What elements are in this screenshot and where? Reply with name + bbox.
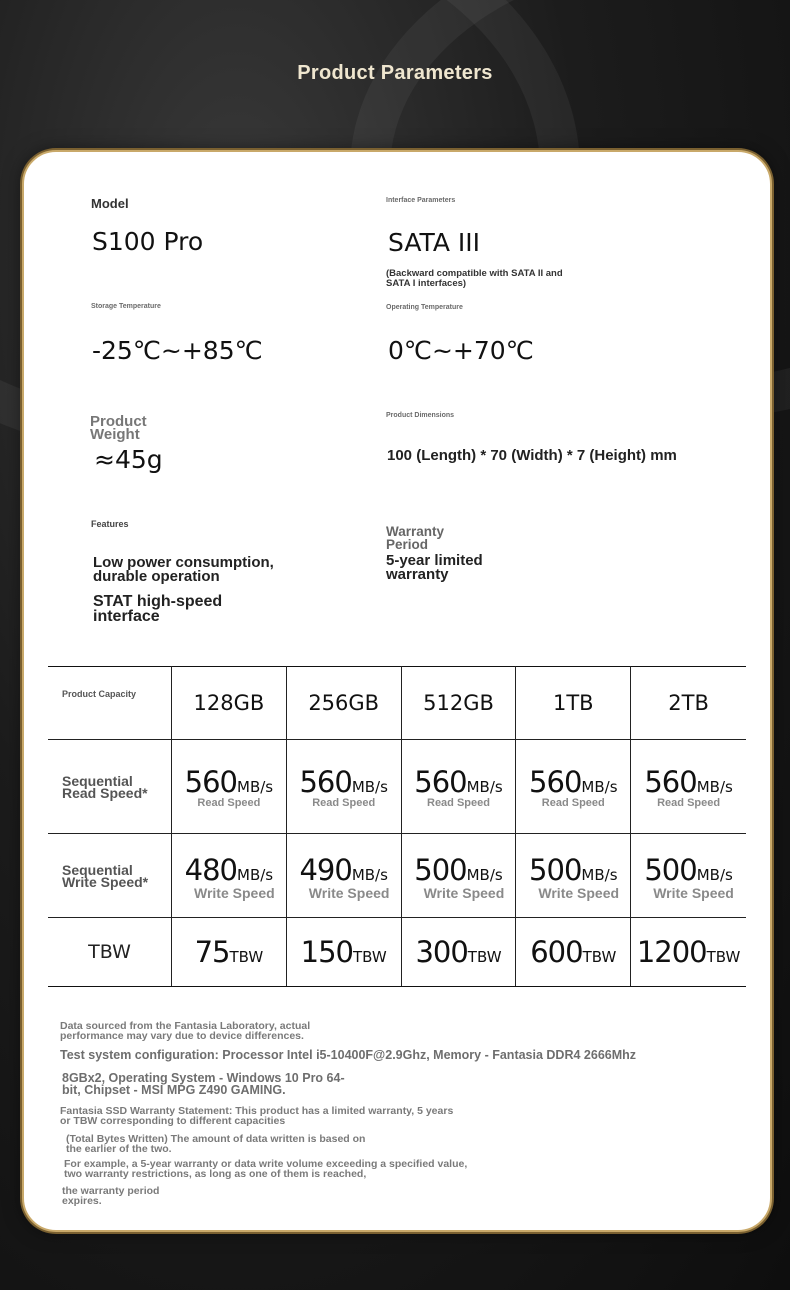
read-sub: Read Speed (657, 796, 721, 809)
dimensions-label: Product Dimensions (386, 412, 455, 419)
read-cell (631, 740, 746, 834)
interface-note: (Backward compatible with SATA II and SATA I interfaces) (386, 268, 563, 289)
capacity-cell (172, 667, 287, 740)
storage-temp-value: -25℃~+85℃ (92, 336, 263, 365)
read-label: Sequential Read Speed* (62, 772, 148, 801)
features-label: Features (91, 519, 129, 529)
capacity-cell (516, 667, 631, 740)
write-unit: MB/s (237, 865, 274, 884)
read-sub: Read Speed (541, 796, 605, 809)
write-sub: Write Speed (423, 884, 505, 901)
capacity-value: 1TB (552, 691, 594, 715)
read-value: 560 (529, 764, 582, 799)
operating-temp-label: Operating Temperature (386, 304, 463, 311)
capacity-value: 128GB (193, 691, 265, 715)
tbw-cell (631, 918, 746, 987)
table-row-read (48, 740, 746, 834)
read-sub: Read Speed (197, 796, 261, 809)
read-cell (172, 740, 287, 834)
read-value: 560 (184, 764, 238, 799)
tbw-value: 150 (300, 935, 353, 969)
read-header-cell (48, 740, 172, 834)
table-row-write (48, 834, 746, 918)
write-unit: MB/s (581, 865, 618, 884)
tbw-value: 300 (415, 935, 468, 969)
tbw-unit: TBW (229, 948, 264, 966)
capacity-label: Product Capacity (62, 689, 137, 699)
write-cell (401, 834, 516, 918)
write-sub: Write Speed (538, 884, 620, 901)
warranty-value: 5-year limited warranty (386, 552, 483, 583)
table-row-tbw (48, 918, 746, 987)
read-unit: MB/s (466, 777, 503, 796)
tbw-unit: TBW (706, 948, 741, 966)
interface-label: Interface Parameters (386, 197, 456, 204)
note-data-source: Data sourced from the Fantasia Laboratory, actual performance may vary due to device differences. (60, 1020, 311, 1042)
tbw-unit: TBW (353, 948, 387, 966)
capacity-cell (631, 667, 746, 740)
note-warranty-statement: Fantasia SSD Warranty Statement: This product has a limited warranty, 5 years or TBW corresponding to different capacities (60, 1105, 454, 1127)
table-row-capacity (48, 667, 746, 740)
write-value: 500 (414, 852, 467, 887)
write-unit: MB/s (466, 865, 503, 884)
tbw-unit: TBW (582, 948, 617, 966)
note-example: For example, a 5-year warranty or data write volume exceeding a specified value, two warranty restrictions, as long as one of them is reached, (64, 1158, 468, 1180)
read-cell (286, 740, 401, 834)
storage-temp-label: Storage Temperature (91, 303, 161, 310)
warranty-label: Warranty Period (386, 524, 445, 552)
write-unit: MB/s (696, 865, 733, 884)
tbw-value: 75 (194, 935, 230, 969)
capacity-cell (401, 667, 516, 740)
write-label: Sequential Write Speed* (62, 861, 149, 890)
read-value: 560 (299, 764, 352, 799)
read-cell (516, 740, 631, 834)
write-sub: Write Speed (194, 884, 275, 901)
write-value: 490 (299, 852, 352, 887)
write-value: 500 (529, 852, 582, 887)
write-value: 500 (644, 852, 697, 887)
capacity-value: 512GB (423, 691, 494, 715)
capacity-cell (286, 667, 401, 740)
write-cell (172, 834, 287, 918)
write-header-cell (48, 834, 172, 918)
parameters-card (22, 150, 772, 1232)
read-cell (401, 740, 516, 834)
read-unit: MB/s (351, 777, 388, 796)
write-unit: MB/s (351, 865, 388, 884)
read-unit: MB/s (696, 777, 733, 796)
tbw-unit: TBW (467, 948, 502, 966)
capacity-value: 256GB (308, 691, 380, 715)
write-value: 480 (184, 852, 238, 887)
tbw-label: TBW (88, 941, 131, 963)
read-unit: MB/s (237, 777, 274, 796)
note-tbw-definition: (Total Bytes Written) The amount of data written is based on the earlier of the two. (66, 1133, 366, 1155)
weight-label: Product Weight (90, 413, 147, 443)
spec-table (48, 666, 746, 987)
write-sub: Write Speed (653, 884, 734, 901)
capacity-value: 2TB (668, 691, 709, 715)
note-test-config: Test system configuration: Processor Intel i5-10400F@2.9Ghz, Memory - Fantasia DDR4 2666Mhz (60, 1048, 637, 1062)
read-value: 560 (644, 764, 697, 799)
operating-temp-value: 0℃~+70℃ (388, 336, 534, 365)
tbw-value: 600 (530, 935, 583, 969)
feature-item-2: STAT high-speed interface (93, 593, 223, 625)
tbw-cell (172, 918, 287, 987)
interface-value: SATA III (388, 228, 480, 257)
write-cell (516, 834, 631, 918)
read-unit: MB/s (581, 777, 618, 796)
tbw-header-cell (48, 918, 172, 987)
write-cell (286, 834, 401, 918)
tbw-cell (401, 918, 516, 987)
tbw-cell (516, 918, 631, 987)
page-title: Product Parameters (297, 62, 493, 84)
capacity-header-cell (48, 667, 172, 740)
model-label: Model (91, 196, 129, 211)
tbw-value: 1200 (636, 935, 707, 969)
read-sub: Read Speed (312, 796, 376, 809)
note-test-os: 8GBx2, Operating System - Windows 10 Pro 64-bit, Chipset - MSI MPG Z490 GAMING. (62, 1071, 345, 1097)
tbw-cell (286, 918, 401, 987)
read-sub: Read Speed (427, 796, 490, 809)
dimensions-value: 100 (Length) * 70 (Width) * 7 (Height) mm (387, 447, 677, 464)
write-cell (631, 834, 746, 918)
model-value: S100 Pro (92, 227, 204, 256)
write-sub: Write Speed (308, 884, 390, 901)
weight-value: ≈45g (94, 445, 163, 474)
note-warranty-expiry: the warranty period expires. (62, 1185, 160, 1207)
read-value: 560 (414, 764, 467, 799)
feature-item-1: Low power consumption, durable operation (93, 554, 274, 585)
